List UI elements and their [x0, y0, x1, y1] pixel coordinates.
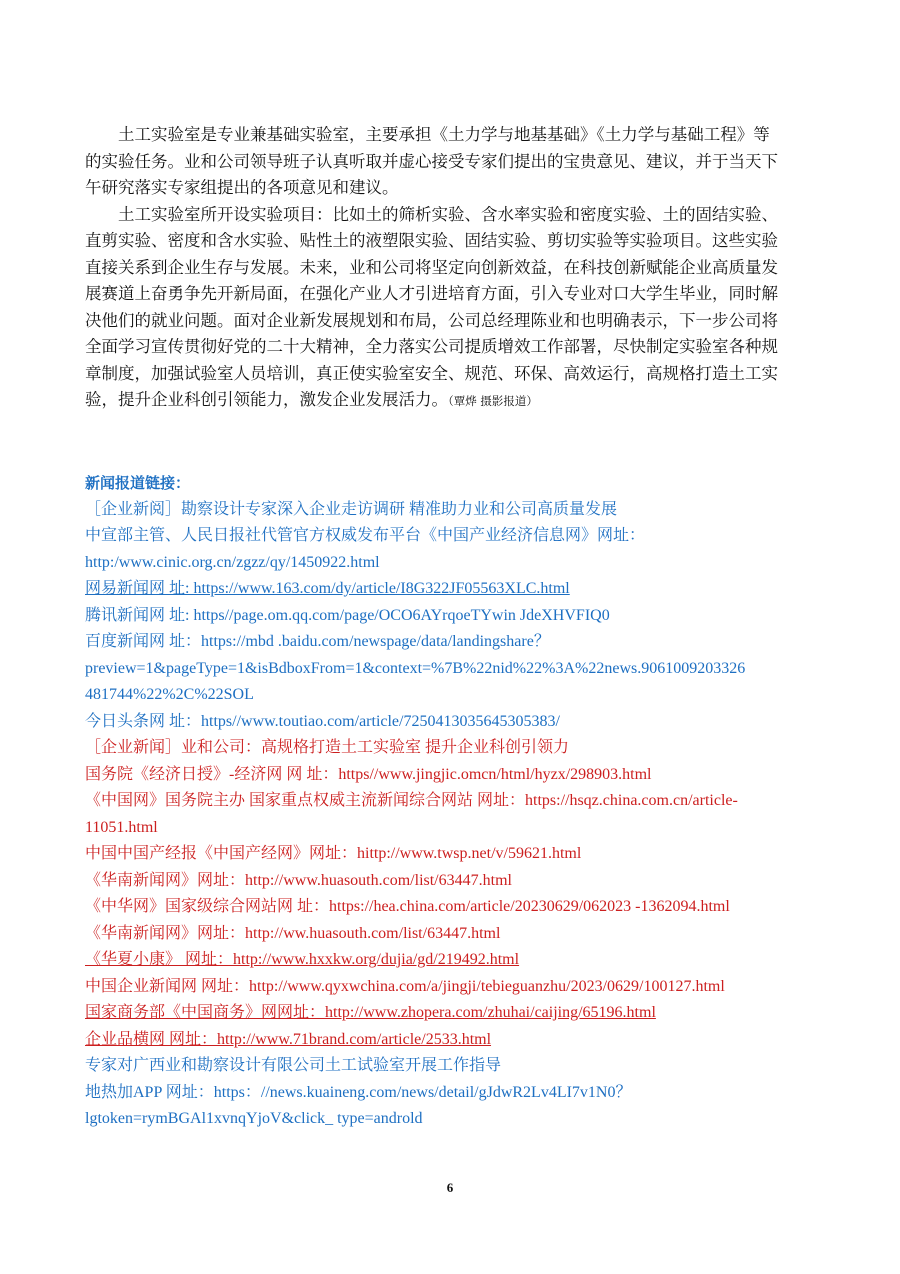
news-link-line[interactable]: 《华夏小康》 网址：http://www.hxxkw.org/dujia/gd/219492.html — [85, 951, 520, 968]
news-link-line[interactable]: 《中华网》国家级综合网站网 址：https://hea.china.com/article/20230629/062023 -1362094.html — [85, 898, 730, 915]
page-number: 6 — [446, 1180, 454, 1195]
paragraph-line: 土工实验室是专业兼基础实验室，主要承担《土力学与地基基础》《土力学与基础工程》等 — [85, 125, 770, 144]
news-link-line[interactable]: 今日头条网 址：https//www.toutiao.com/article/7250413035645305383/ — [85, 712, 560, 730]
paragraph-line: 午研究落实专家组提出的各项意见和建议。 — [85, 178, 399, 197]
paragraph-line: 全面学习宣传贯彻好党的二十大精神，全力落实公司提质增效工作部署，尽快制定实验室各种规 — [85, 337, 778, 356]
article-body — [85, 122, 820, 415]
news-link-line[interactable]: 《华南新闻网》网址：http://ww.huasouth.com/list/63447.html — [85, 924, 501, 942]
news-link-line[interactable]: 国家商务部《中国商务》网网址：http://www.zhopera.com/zhuhai/caijing/65196.html — [85, 1004, 656, 1021]
news-link-line[interactable]: 中宣部主管、人民日报社代管官方权威发布平台《中国产业经济信息网》网址： — [85, 527, 646, 544]
news-link-line[interactable]: 网易新闻网 址: https://www.163.com/dy/article/I8G322JF05563XLC.html — [85, 580, 570, 597]
news-link-line[interactable]: 《中国网》国务院主办 国家重点权威主流新闻综合网站 网址：https://hsqz.china.com.cn/article- — [85, 792, 738, 809]
paragraph-line: 章制度，加强试验室人员培训，真正使实验室安全、规范、环保、高效运行，高规格打造土工实 — [85, 363, 778, 383]
paragraph-line: 决他们的就业问题。面对企业新发展规划和布局，公司总经理陈业和也明确表示，下一步公司将 — [85, 310, 778, 330]
news-link-line[interactable]: 国务院《经济日授》-经济网 网 址：https//www.jingjic.omcn/html/hyzx/298903.html — [85, 765, 652, 783]
paragraph-line — [85, 387, 820, 415]
paragraph-line: 直接关系到企业生存与发展。未来，业和公司将坚定向创新效益，在科技创新赋能企业高质量发 — [85, 257, 778, 277]
news-link-line[interactable]: preview=1&pageType=1&isBdboxFrom=1&context=%7B%22nid%22%3A%22news.9061009203326 — [85, 659, 746, 677]
news-link-line[interactable]: http:/www.cinic.org.cn/zgzz/qy/1450922.html — [85, 553, 380, 571]
news-link-line[interactable]: ［企业新闻］业和公司：高规格打造土工实验室 提升企业科创引领力 — [85, 739, 570, 756]
news-link-line[interactable]: 腾讯新闻网 址: https//page.om.qq.com/page/OCO6AYrqoeTYwin JdeXHVFIQ0 — [85, 606, 610, 624]
paragraph-line: 展赛道上奋勇争先开新局面，在强化产业人才引进培育方面，引入专业对口大学生毕业，同时解 — [85, 284, 778, 303]
paragraph-line-text: 验，提升企业科创引领能力，激发企业发展活力。 — [85, 390, 448, 409]
links-heading: 新闻报道链接： — [85, 474, 191, 492]
paragraph-line: 直剪实验、密度和含水实验、贴性土的液塑限实验、固结实验、剪切实验等实验项目。这些实验 — [85, 231, 778, 250]
news-link-line[interactable]: 11051.html — [85, 818, 158, 836]
photo-credit: （覃烨 摄影报道） — [448, 394, 538, 408]
news-link-line[interactable]: 《华南新闻网》网址：http://www.huasouth.com/list/63447.html — [85, 871, 512, 889]
news-link-line[interactable]: 专家对广西业和勘察设计有限公司土工试验室开展工作指导 — [85, 1057, 502, 1074]
news-link-line[interactable]: 百度新闻网 址：https://mbd .baidu.com/newspage/data/landingshare？ — [85, 633, 550, 650]
news-link-line[interactable]: lgtoken=rymBGAl1xvnqYjoV&click_ type=androld — [85, 1110, 423, 1127]
link-list — [85, 497, 820, 1133]
news-links-section — [85, 470, 820, 1133]
news-link-line[interactable]: 地热加APP 网址：https：//news.kuaineng.com/news/detail/gJdwR2Lv4LI7v1N0？ — [85, 1083, 632, 1101]
news-link-line[interactable]: 企业品横网 网址：http://www.71brand.com/article/2533.html — [85, 1030, 492, 1048]
news-link-line[interactable]: 中国企业新闻网 网址：http://www.qyxwchina.com/a/jingji/tebieguanzhu/2023/0629/100127.html — [85, 977, 725, 995]
news-link-line[interactable]: ［企业新阅］勘察设计专家深入企业走访调研 精准助力业和公司高质量发展 — [85, 500, 618, 518]
paragraph-2 — [85, 202, 820, 415]
news-link-line[interactable]: 481744%22%2C%22SOL — [85, 686, 254, 703]
paragraph-line: 的实验任务。业和公司领导班子认真听取并虚心接受专家们提出的宝贵意见、建议，并于当天下 — [85, 151, 778, 171]
paragraph-1 — [85, 122, 820, 202]
paragraph-line: 土工实验室所开设实验项目：比如土的筛析实验、含水率实验和密度实验、土的固结实验、 — [85, 204, 778, 224]
news-link-line[interactable]: 中国中国产经报《中国产经网》网址：hittp://www.twsp.net/v/59621.html — [85, 845, 582, 862]
